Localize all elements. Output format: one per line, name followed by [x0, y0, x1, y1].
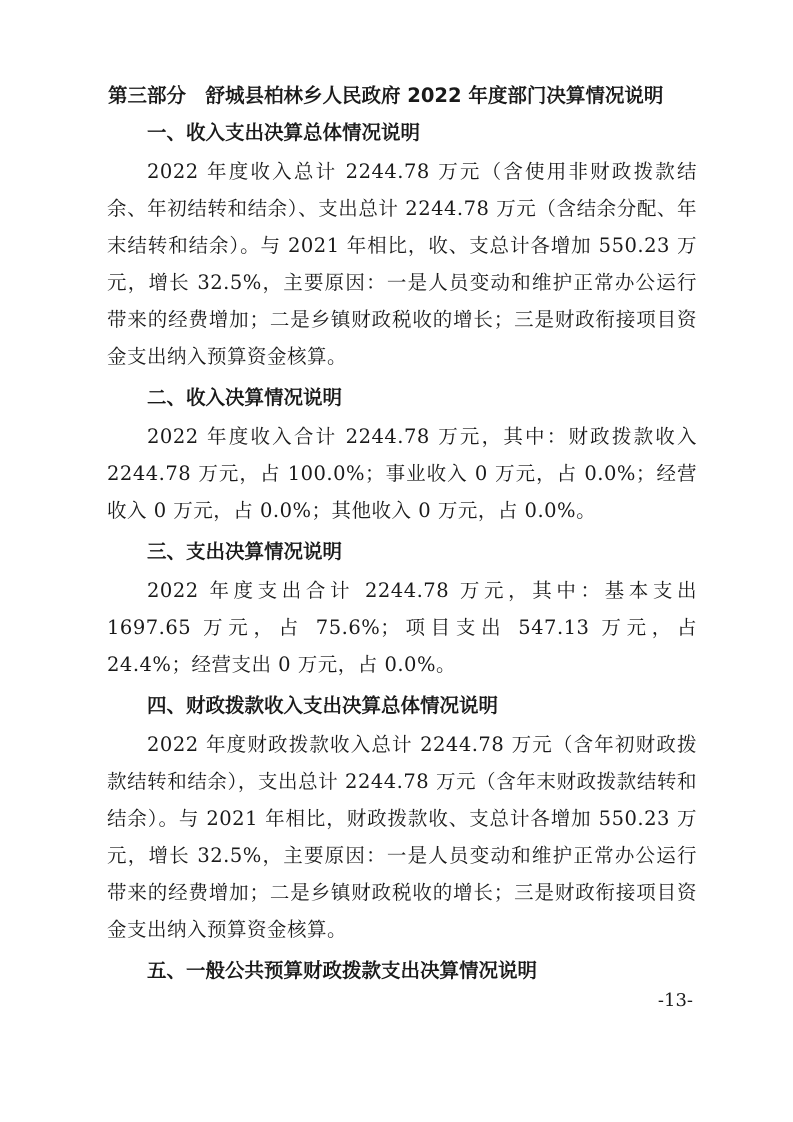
section-paragraph: 2022 年度收入总计 2244.78 万元（含使用非财政拨款结余、年初结转和结余）、支出总计 2244.78 万元（含结余分配、年末结转和结余）。与 2021 年相比，收、支总计各增加 550.23 万元，增长 32.5%，主要原因：一是人员变动和维护正常办公运行带来的经费增加；二是乡镇财政税收的增长；三是财政衔接项目资金支出纳入预算资金核算。: [107, 160, 697, 368]
section-income-expense-overview: [107, 119, 697, 375]
section-paragraph: 2022 年度财政拨款收入总计 2244.78 万元（含年初财政拨款结转和结余），支出总计 2244.78 万元（含年末财政拨款结转和结余）。与 2021 年相比，财政拨款收、支总计各增加 550.23 万元，增长 32.5%，主要原因：一是人员变动和维护正常办公运行带来的经费增加；二是乡镇财政税收的增长；三是财政衔接项目资金支出纳入预算资金核算。: [107, 733, 697, 941]
section-expense: [107, 538, 697, 683]
section-income: [107, 384, 697, 529]
section-heading: 四、财政拨款收入支出决算总体情况说明: [147, 694, 499, 717]
section-heading: 五、一般公共预算财政拨款支出决算情况说明: [147, 959, 538, 982]
section-heading: 二、收入决算情况说明: [147, 386, 343, 409]
section-paragraph: 2022 年度收入合计 2244.78 万元，其中：财政拨款收入 2244.78 万元，占 100.0%；事业收入 0 万元，占 0.0%；经营收入 0 万元，占 0.0%；其他收入 0 万元，占 0.0%。: [107, 425, 697, 522]
section-heading: 三、支出决算情况说明: [147, 540, 343, 563]
section-fiscal-appropriation-overview: [107, 692, 697, 948]
section-general-public-budget: [107, 957, 697, 985]
document-body: [107, 119, 697, 991]
section-paragraph: 2022 年度支出合计 2244.78 万元，其中：基本支出 1697.65 万元，占 75.6%；项目支出 547.13 万元，占 24.4%；经营支出 0 万元，占 0.0%。: [107, 579, 697, 676]
page-title: 第三部分 舒城县柏林乡人民政府 2022 年度部门决算情况说明: [108, 84, 664, 107]
section-heading: 一、收入支出决算总体情况说明: [147, 121, 421, 144]
page-number: -13-: [657, 990, 693, 1011]
